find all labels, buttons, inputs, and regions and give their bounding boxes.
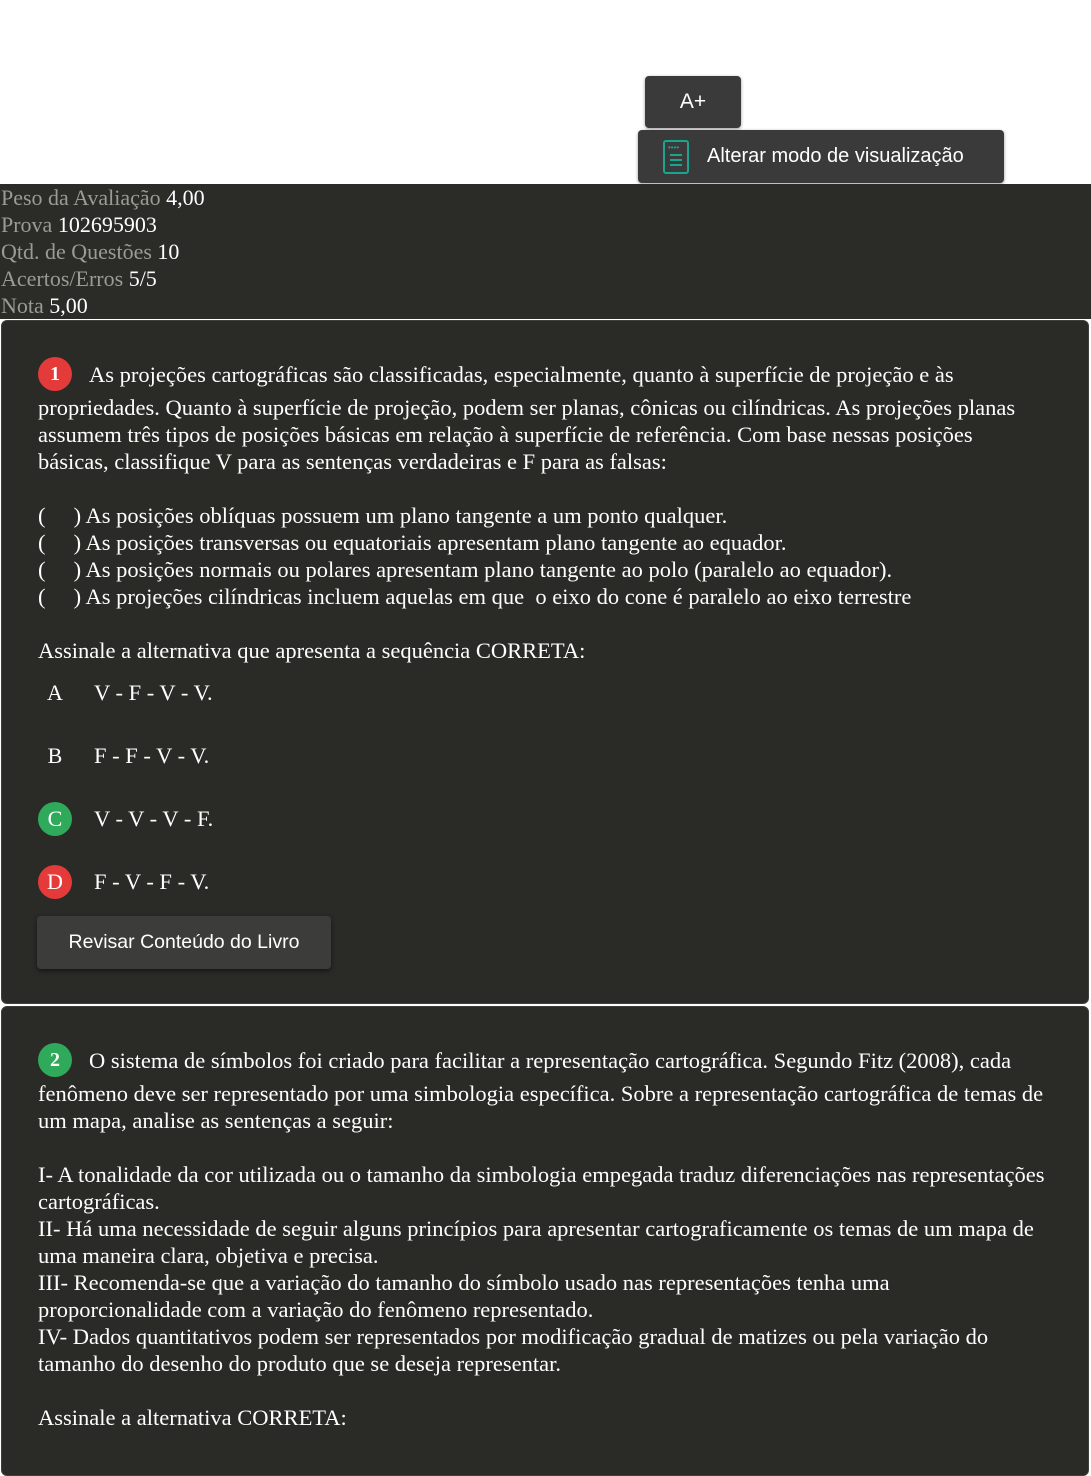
statement: II- Há uma necessidade de seguir alguns princípios para apresentar cartograficamente os temas de um mapa de uma maneira clara, objetiva e precisa. [38,1216,1034,1268]
review-book-content-button[interactable]: Revisar Conteúdo do Livro [37,916,331,969]
document-list-icon: •••• [663,140,689,174]
top-toolbar [0,0,1091,184]
option-text: V - V - V - F. [94,806,214,831]
question-intro-text: As projeções cartográficas são classificadas, especialmente, quanto à superfície de projeção e às propriedades. Quanto à superfície de projeção, podem ser planas, cônicas ou cilíndricas. As projeções planas assumem três tipos de posições básicas em relação à superfície de referência. Com base nessas posições básicas, classifique V para as sentenças verdadeiras e F para as falsas: [38,362,1016,474]
summary-label: Acertos/Erros [1,266,124,291]
summary-value: 5,00 [49,293,88,318]
question-card-1 [1,320,1089,1004]
summary-label: Peso da Avaliação [1,185,161,210]
summary-label: Prova [1,212,53,237]
option-text: F - F - V - V. [94,743,210,768]
option-letter-correct: C [38,802,72,836]
summary-value: 10 [157,239,180,264]
statement: ( ) As posições normais ou polares apresentam plano tangente ao polo (paralelo ao equador). [38,557,893,582]
option-text: F - V - F - V. [94,869,210,894]
question-intro-text: O sistema de símbolos foi criado para facilitar a representação cartográfica. Segundo Fitz (2008), cada fenômeno deve ser representado por uma simbologia específica. Sobre a representação cartográfica de temas de um mapa, analise as sentenças a seguir: [38,1048,1044,1133]
statement: ( ) As projeções cilíndricas incluem aquelas em que o eixo do cone é paralelo ao eixo terrestre [38,584,912,609]
option-letter: B [47,743,63,768]
question-card-2 [1,1006,1089,1476]
option-a[interactable] [38,676,213,710]
summary-row-hits-misses [0,265,1091,292]
summary-row-grade [0,292,1091,319]
option-text: V - F - V - V. [94,680,213,705]
summary-value: 4,00 [166,185,205,210]
question-body [38,360,1048,664]
summary-row-exam [0,211,1091,238]
question-intro [38,360,1048,475]
question-body [38,1046,1048,1431]
statement: IV- Dados quantitativos podem ser representados por modificação gradual de matizes ou pela variação do tamanho do desenho do produto que se deseja representar. [38,1324,989,1376]
statement: ( ) As posições transversas ou equatoriais apresentam plano tangente ao equador. [38,530,787,555]
summary-row-weight [0,184,1091,211]
increase-font-button[interactable]: A+ [645,76,741,128]
option-b[interactable] [38,739,209,773]
option-letter-wrong: D [38,865,72,899]
option-letter: A [47,680,63,705]
summary-value: 5/5 [128,266,157,291]
question-prompt: Assinale a alternativa CORRETA: [38,1405,347,1430]
summary-row-question-count [0,238,1091,265]
statement: I- A tonalidade da cor utilizada ou o tamanho da simbologia empegada traduz diferenciações nas representações cartográficas. [38,1162,1045,1214]
statement: III- Recomenda-se que a variação do tamanho do símbolo usado nas representações tenha uma proporcionalidade com a variação do fenômeno representado. [38,1270,890,1322]
option-c[interactable] [38,802,213,836]
question-number-badge: 1 [38,357,72,391]
summary-value: 102695903 [57,212,157,237]
statement: ( ) As posições oblíquas possuem um plano tangente a um ponto qualquer. [38,503,728,528]
option-d[interactable] [38,865,209,899]
question-intro [38,1046,1048,1134]
summary-label: Nota [1,293,44,318]
change-view-mode-button[interactable] [638,130,1004,183]
summary-label: Qtd. de Questões [1,239,152,264]
question-prompt: Assinale a alternativa que apresenta a sequência CORRETA: [38,638,586,663]
change-view-mode-label: Alterar modo de visualização [707,145,964,167]
question-number-badge: 2 [38,1043,72,1077]
exam-summary [0,184,1091,319]
